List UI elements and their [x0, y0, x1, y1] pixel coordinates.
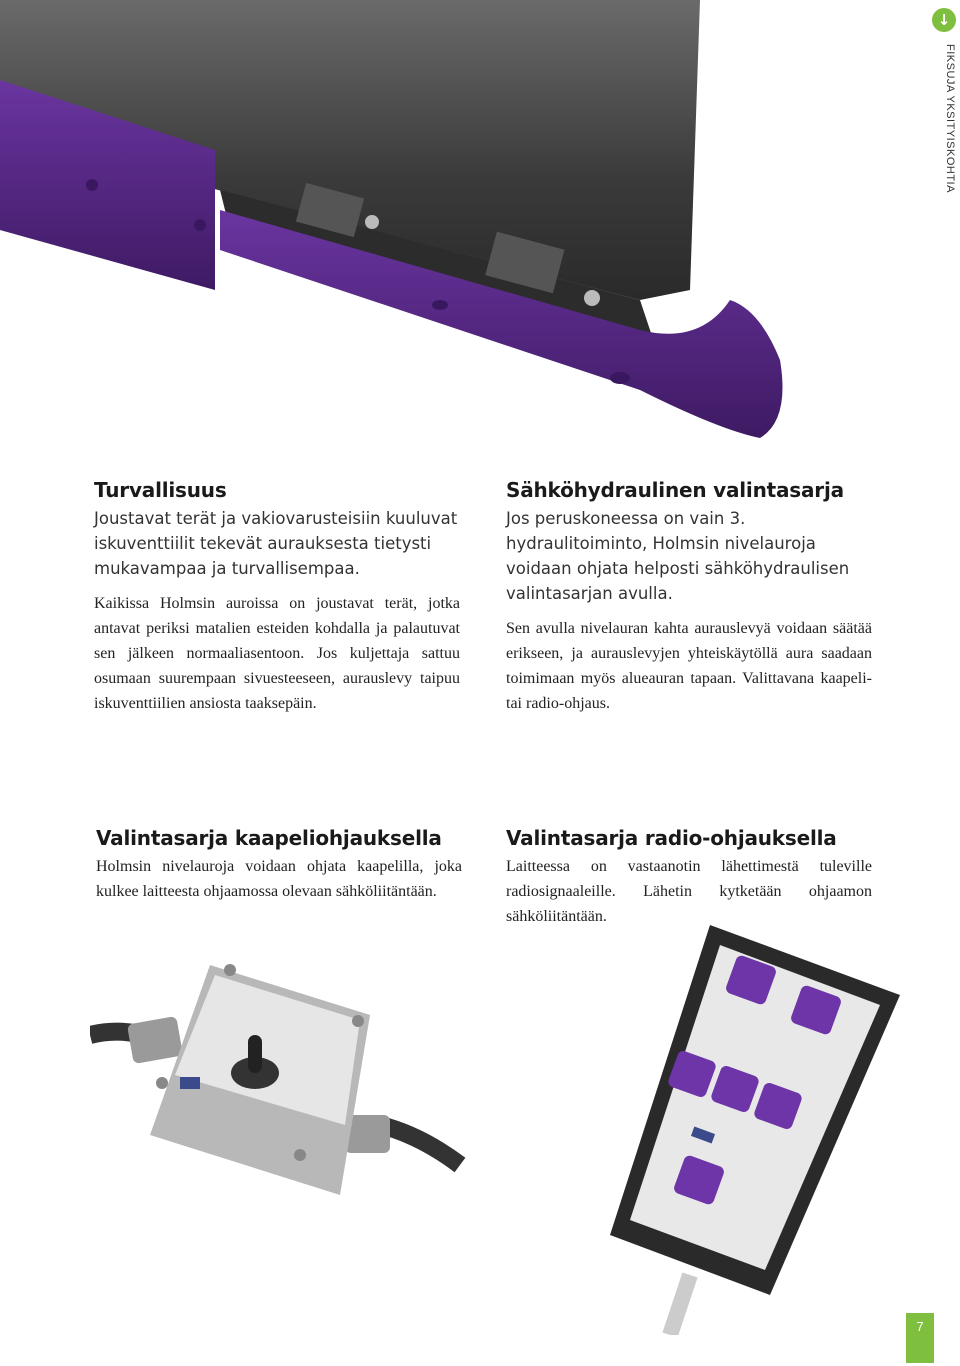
electro-section: [506, 478, 872, 716]
safety-body: Kaikissa Holmsin auroissa on joustavat terät, jotka antavat periksi matalien esteiden kohdalla ja palautuvat sen jälkeen normaaliasentoon. Jos kuljettaja sattuu osumaan suurempaan sivuesteeseen, aurauslevy taipuu iskuventtiilien ansiosta taaksepäin.: [94, 595, 460, 712]
page-number: 7: [906, 1313, 934, 1363]
electro-title: Sähköhydraulinen valintasarja: [506, 478, 844, 502]
arrow-down-icon: ↓: [932, 8, 956, 32]
cable-control-box-photo: [90, 955, 470, 1215]
safety-title: Turvallisuus: [94, 478, 227, 502]
electro-body: Sen avulla nivelauran kahta aurauslevyä voidaan säätää erikseen, ja aurauslevyjen yhteiskäytöllä aura saadaan toimimaan myös alueauran tapaan. Valittavana kaapeli- tai radio-ohjaus.: [506, 620, 872, 712]
plow-blade-photo: [0, 0, 900, 460]
radio-body: Laitteessa on vastaanotin lähettimestä tuleville radiosignaaleille. Lähetin kytketään ohjaamon sähköliitäntään.: [506, 858, 872, 925]
safety-lead: Joustavat terät ja vakiovarusteisiin kuuluvat iskuventtiilit tekevät aurauksesta tietysti mukavampaa ja turvallisempaa.: [94, 509, 458, 578]
section-label: FIKSUJA YKSITYISKOHTIA: [944, 44, 956, 193]
radio-remote-photo: [580, 915, 920, 1335]
safety-section: [94, 478, 460, 716]
radio-section: [506, 826, 872, 929]
cable-title: Valintasarja kaapeliohjauksella: [96, 826, 442, 850]
cable-section: [96, 826, 462, 904]
cable-body: Holmsin nivelauroja voidaan ohjata kaapelilla, joka kulkee laitteesta ohjaamossa olevaan sähköliitäntään.: [96, 858, 462, 900]
electro-lead: Jos peruskoneessa on vain 3. hydraulitoiminto, Holmsin nivelauroja voidaan ohjata helposti sähköhydraulisen valintasarjan avulla.: [506, 509, 850, 603]
radio-title: Valintasarja radio-ohjauksella: [506, 826, 837, 850]
